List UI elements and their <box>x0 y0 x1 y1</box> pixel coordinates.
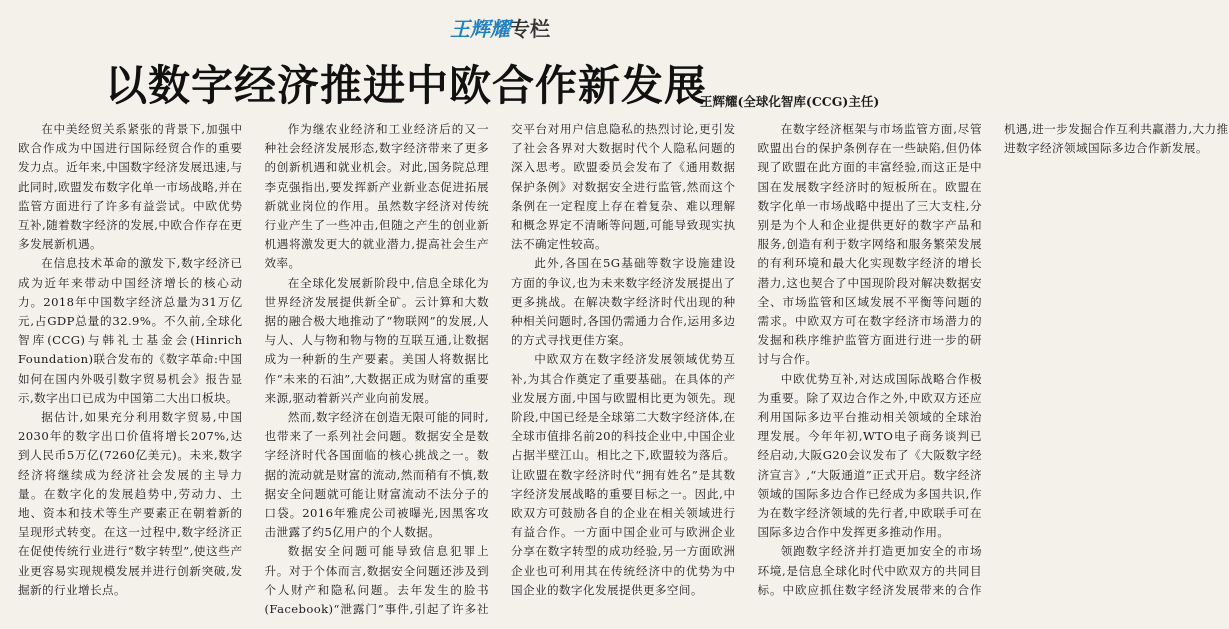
column-tag <box>430 12 570 46</box>
column-author-mark: 王辉耀 <box>450 17 510 41</box>
article-body <box>18 120 1229 620</box>
paragraph: 作为继农业经济和工业经济后的又一种社会经济发展形态,数字经济带来了更多的创新机遇和就业机会。对此,国务院总理李克强指出,要发挥新产业新业态促进拓展新就业岗位的作用。虽然数字经济对传统行业产生了一些冲击,但随之产生的创业新机遇将激发更大的就业潜力,提高社会生产效率。 <box>264 122 489 271</box>
paragraph: 在数字经济框架与市场监管方面,尽管欧盟出台的保护条例存在一些缺陷,但仍体现了欧盟在此方面的丰富经验,而这正是中国在发展数字经济时的短板所在。欧盟在数字化单一市场战略中提出了三大支柱,分别是为个人和企业提供更好的数字产品和服务,创造有利于数字网络和服务繁荣发展的有利环境和最大化实现数字经济的增长潜力,这也契合了中国现阶段对解决数据安全、市场监管和区域发展不平衡等问题的需求。中欧双方可在数字经济市场潜力的发掘和秩序维护监管方面进行进一步的研讨与合作。 <box>757 122 982 367</box>
paragraph: 在信息技术革命的激发下,数字经济已成为近年来带动中国经济增长的核心动力。2018年中国数字经济总量为31万亿元,占GDP总量的32.9%。不久前,全球化智库(CCG)与韩礼士基金会(Hinrich Foundation)联合发布的《数字革命:中国如何在国内外吸引数字贸易机会》报告显示,数字出口已成为中国第二大出口板块。 <box>18 256 243 405</box>
column-label: 专栏 <box>510 17 550 41</box>
paragraph: 数据安全问题可能导致信息犯罪上升。对于个体而言,数据安全问题还涉及到个人财产和隐私问题。去年发生的脸书(Facebook)“泄露门”事件,引起了许多社交平台对用户信息隐私的热烈讨论,更引发了社会各界对大数据时代个人隐私问题的深入思考。欧盟委员会发布了《通用数据保护条例》对数据安全进行监管,然而这个条例在一定程度上存在着复杂、难以理解和概念界定不清晰等问题,可能导致现实执法不确定性较高。 <box>264 122 736 617</box>
paragraph: 此外,各国在5G基础等数字设施建设方面的争议,也为未来数字经济发展提出了更多挑战。在解决数字经济时代出现的种种相关问题时,各国仍需通力合作,运用多边的方式寻找更佳方案。 <box>511 256 736 348</box>
headline: 以数字经济推进中欧合作新发展 <box>105 61 708 110</box>
paragraph: 然而,数字经济在创造无限可能的同时,也带来了一系列社会问题。数据安全是数字经济时代各国面临的核心挑战之一。数据的流动就是财富的流动,然而稍有不慎,数据安全问题就可能让财富流动不法分子的口袋。2016年雅虎公司被曝光,因黑客攻击泄露了约5亿用户的个人数据。 <box>264 410 489 540</box>
byline: 王辉耀(全球化智库(CCG)主任) <box>700 94 880 109</box>
paragraph: 中欧双方在数字经济发展领域优势互补,为其合作奠定了重要基础。在具体的产业发展方面,中国与欧盟相比更为领先。现阶段,中国已经是全球第二大数字经济体,在全球市值排名前20的科技企业中,中国企业占据半壁江山。相比之下,欧盟较为落后。让欧盟在数字经济时代“拥有姓名”是其数字经济发展战略的重要目标之一。因此,中欧双方可鼓励各自的企业在相关领域进行有益合作。一方面中国企业可与欧洲企业分享在数字转型的成功经验,另一方面欧洲企业也可利用其在传统经济中的优势为中国企业的数字化发展提供更多空间。 <box>511 352 736 597</box>
paragraph: 在全球化发展新阶段中,信息全球化为世界经济发展提供新全矿。云计算和大数据的融合极大地推动了“物联网”的发展,人与人、人与物和物与物的互联互通,让数据成为一种新的生产要素。美国人将数据比作“未来的石油”,大数据正成为财富的重要来源,驱动着新兴产业向前发展。 <box>264 275 489 405</box>
paragraph: 在中美经贸关系紧张的背景下,加强中欧合作成为中国进行国际经贸合作的重要发力点。近年来,中国数字经济发展迅速,与此同时,欧盟发布数字化单一市场战略,并在监管方面进行了许多有益尝试。中欧优势互补,随着数字经济的发展,中欧合作存在更多发展新机遇。 <box>18 122 243 252</box>
paragraph: 据估计,如果充分利用数字贸易,中国2030年的数字出口价值将增长207%,达到人民币5万亿(7260亿美元)。未来,数字经济将继续成为经济社会发展的主导力量。在数字化的发展趋势中,劳动力、土地、资本和技术等生产要素正在朝着新的呈现形式转变。在这一过程中,数字经济正在促使传统行业进行“数字转型”,使这些产业更容易实现规模发展并进行创新突破,发掘新的行业增长点。 <box>18 410 243 597</box>
paragraph: 中欧优势互补,对达成国际战略合作极为重要。除了双边合作之外,中欧双方还应利用国际多边平台推动相关领域的全球治理发展。今年年初,WTO电子商务谈判已经启动,大阪G20会议发布了《大阪数字经济宣言》,“大阪通道”正式开启。数字经济领域的国际多边合作已经成为多国共识,作为在数字经济领域的先行者,中欧联手可在国际多边合作中发挥更多推动作用。 <box>757 371 982 540</box>
paragraph: 领跑数字经济并打造更加安全的市场环境,是信息全球化时代中欧双方的共同目标。中欧应抓住数字经济发展带来的合作机遇,进一步发掘合作互利共赢潜力,大力推进数字经济领域国际多边合作新发展。 <box>757 122 1229 597</box>
